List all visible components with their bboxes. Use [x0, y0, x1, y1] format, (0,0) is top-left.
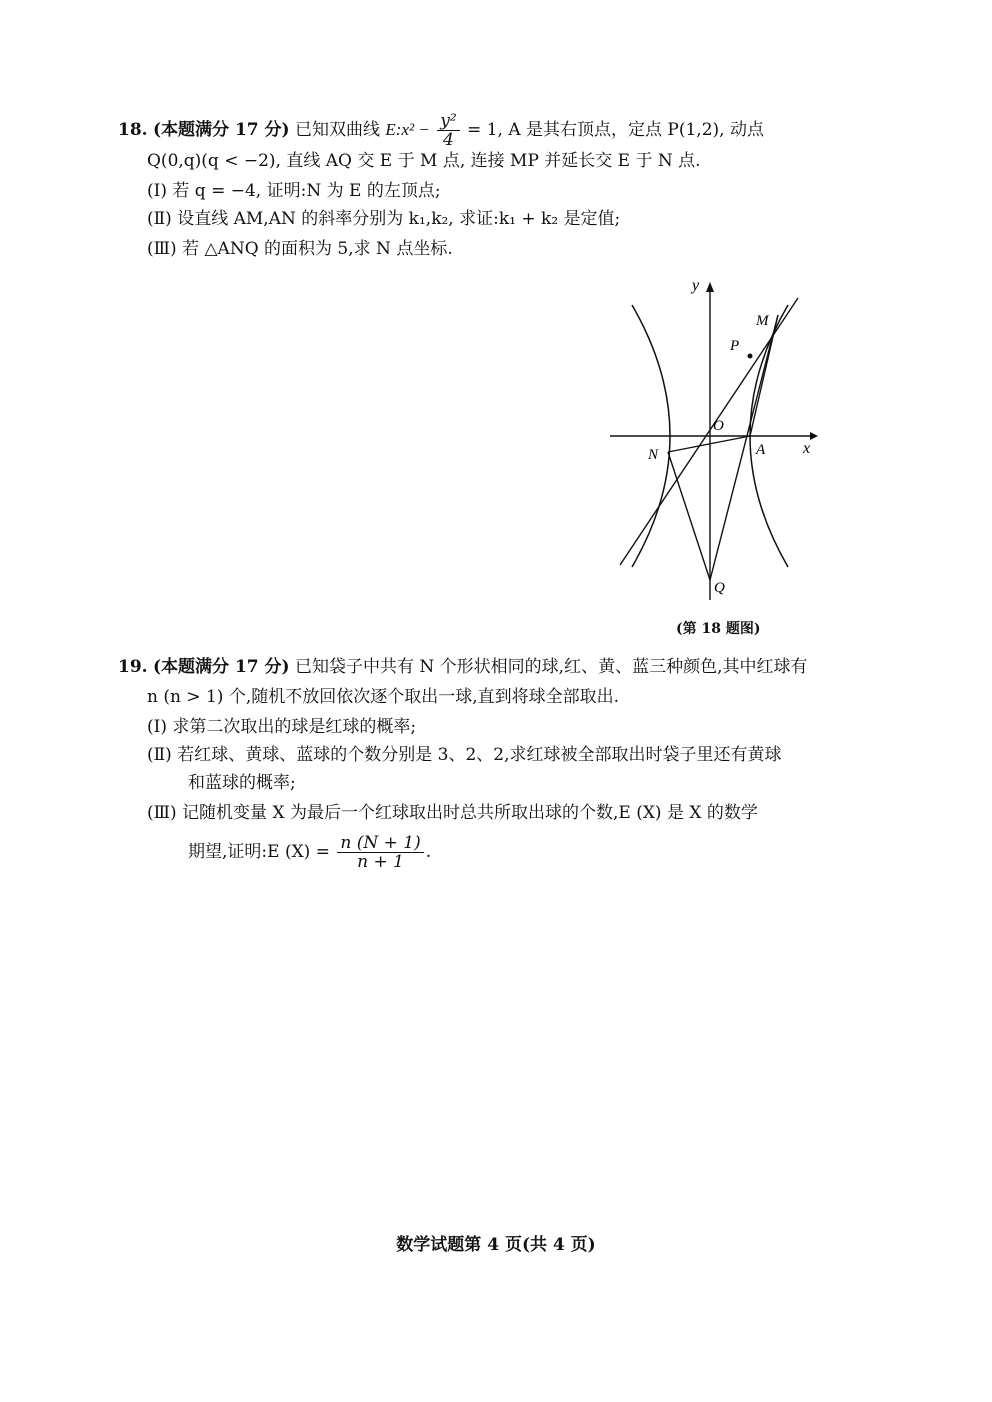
- q19-part3a: (Ⅲ) 记随机变量 X 为最后一个红球取出时总共所取出球的个数,E (X) 是 X 的数学: [147, 803, 758, 823]
- q18-line1: [118, 112, 764, 149]
- segment-am: [750, 315, 778, 436]
- label-o: O: [713, 418, 724, 434]
- q18-text-b: A 是其右顶点，定点 P(1,2), 动点: [508, 120, 764, 140]
- point-p: [748, 354, 753, 359]
- q18-curve-name: E: [385, 120, 396, 139]
- q19-part2a: (Ⅱ) 若红球、黄球、蓝球的个数分别是 3、2、2,求红球被全部取出时袋子里还有黄球: [147, 745, 782, 765]
- q18-eq-lhs: :x² −: [395, 120, 430, 139]
- q19-line1: [118, 656, 807, 678]
- q19-fraction: [337, 834, 423, 871]
- label-m: M: [756, 313, 769, 329]
- label-y: y: [692, 277, 700, 294]
- q19-frac-den: n + 1: [357, 852, 404, 872]
- label-a: A: [756, 442, 766, 458]
- q18-frac-num: y²: [437, 112, 459, 131]
- q18-figure: [600, 270, 830, 610]
- q19-header: (本题满分 17 分): [152, 657, 290, 677]
- label-q: Q: [714, 580, 725, 596]
- q19-part3b-prefix: 期望,证明:E (X) =: [188, 842, 330, 862]
- q19-part2b: 和蓝球的概率;: [188, 773, 296, 793]
- line-np-m: [620, 298, 798, 565]
- q18-text-a: 已知双曲线: [294, 120, 380, 140]
- label-p: P: [730, 338, 740, 354]
- q18-frac-den: 4: [443, 130, 454, 150]
- q18-eq-rhs: = 1,: [467, 120, 503, 140]
- q19-part1: (Ⅰ) 求第二次取出的球是红球的概率;: [147, 717, 417, 737]
- label-n: N: [648, 447, 659, 463]
- q19-part3b: [188, 832, 431, 872]
- segment-nq: [668, 452, 710, 580]
- q19-line2: n (n > 1) 个,随机不放回依次逐个取出一球,直到将球全部取出.: [147, 687, 620, 707]
- x-axis-arrow: [810, 432, 818, 440]
- q19-number: 19.: [118, 657, 148, 677]
- q19-text-1: 已知袋子中共有 N 个形状相同的球,红、黄、蓝三种颜色,其中红球有: [294, 657, 808, 677]
- q19-frac-num: n (N + 1): [337, 834, 423, 853]
- q18-line2: Q(0,q)(q < −2), 直线 AQ 交 E 于 M 点, 连接 MP 并延长交 E 于 N 点.: [147, 151, 701, 171]
- q18-header: (本题满分 17 分): [152, 120, 290, 140]
- y-axis-arrow: [706, 282, 714, 292]
- q18-fraction: [437, 112, 459, 149]
- line-aq: [710, 315, 778, 580]
- label-x: x: [803, 440, 811, 457]
- q18-number: 18.: [118, 120, 148, 140]
- q18-part3: (Ⅲ) 若 △ANQ 的面积为 5,求 N 点坐标.: [147, 239, 453, 259]
- figure-caption: (第 18 题图): [676, 621, 761, 637]
- q19-part3b-suffix: .: [425, 842, 432, 862]
- q18-part2: (Ⅱ) 设直线 AM,AN 的斜率分别为 k₁,k₂, 求证:k₁ + k₂ 是定值;: [147, 209, 621, 229]
- segment-na: [668, 436, 750, 452]
- page-footer: 数学试题第 4 页(共 4 页): [396, 1235, 596, 1255]
- q18-part1: (Ⅰ) 若 q = −4, 证明:N 为 E 的左顶点;: [147, 181, 441, 201]
